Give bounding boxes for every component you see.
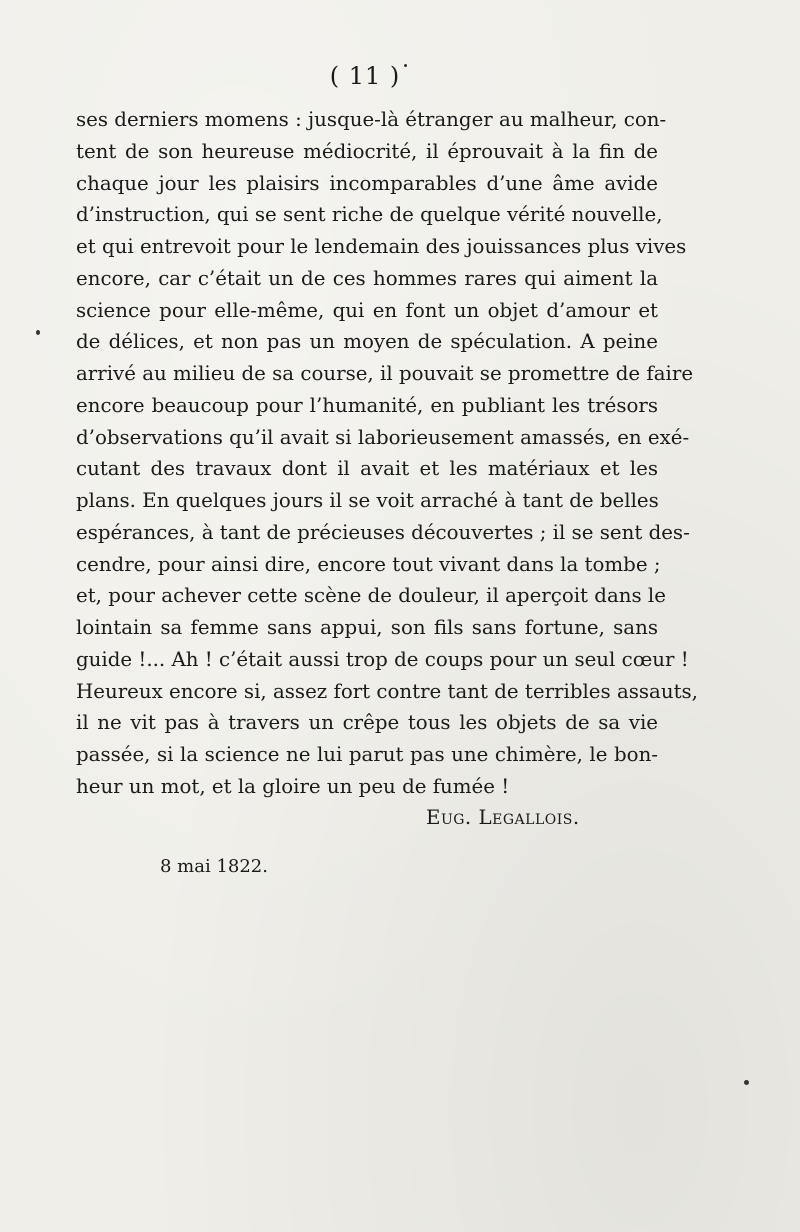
text-line: lointain sa femme sans appui, son fils sans fortune, sans bbox=[76, 616, 658, 639]
body-paragraph bbox=[76, 104, 698, 803]
text-line: Heureux encore si, assez fort contre tant de terribles assauts, bbox=[76, 679, 698, 703]
text-line: arrivé au milieu de sa course, il pouvait se promettre de faire bbox=[76, 362, 694, 385]
text-line: et, pour achever cette scène de douleur, il aperçoit dans le bbox=[76, 584, 666, 608]
text-line: cutant des travaux dont il avait et les matériaux et les bbox=[76, 457, 658, 481]
paper-speck bbox=[744, 1080, 749, 1085]
text-line: cendre, pour ainsi dire, encore tout vivant dans la tombe ; bbox=[76, 552, 661, 576]
date-line: 8 mai 1822. bbox=[160, 856, 268, 877]
text-line: guide !... Ah ! c’était aussi trop de coups pour un seul cœur ! bbox=[76, 647, 689, 671]
text-line: heur un mot, et la gloire un peu de fumée ! bbox=[76, 774, 510, 798]
text-line: tent de son heureuse médiocrité, il éprouvait à la fin de bbox=[76, 139, 658, 163]
text-line: il ne vit pas à travers un crêpe tous les objets de sa vie bbox=[76, 711, 658, 735]
paper-speck bbox=[404, 64, 407, 67]
text-line: ses derniers momens : jusque-là étranger au malheur, con- bbox=[76, 108, 667, 131]
text-line: encore, car c’était un de ces hommes rares qui aiment la bbox=[76, 266, 658, 290]
text-line: encore beaucoup pour l’humanité, en publiant les trésors bbox=[76, 393, 658, 417]
paper-speck bbox=[36, 330, 40, 335]
text-line: science pour elle-même, qui en font un objet d’amour et bbox=[76, 298, 658, 322]
text-line: espérances, à tant de précieuses découvertes ; il se sent des- bbox=[76, 520, 690, 544]
text-line: et qui entrevoit pour le lendemain des jouissances plus vives bbox=[76, 235, 687, 258]
author-signature: Eug. Legallois. bbox=[426, 806, 580, 829]
text-line: passée, si la science ne lui parut pas une chimère, le bon- bbox=[76, 743, 658, 766]
page-number: ( 11 ) bbox=[329, 62, 401, 90]
text-line: de délices, et non pas un moyen de spéculation. A peine bbox=[76, 330, 658, 354]
text-line: d’instruction, qui se sent riche de quelque vérité nouvelle, bbox=[76, 203, 663, 227]
text-line: chaque jour les plaisirs incomparables d’une âme avide bbox=[76, 171, 658, 195]
text-line: plans. En quelques jours il se voit arraché à tant de belles bbox=[76, 489, 659, 512]
text-line: d’observations qu’il avait si laborieusement amassés, en exé- bbox=[76, 425, 690, 449]
